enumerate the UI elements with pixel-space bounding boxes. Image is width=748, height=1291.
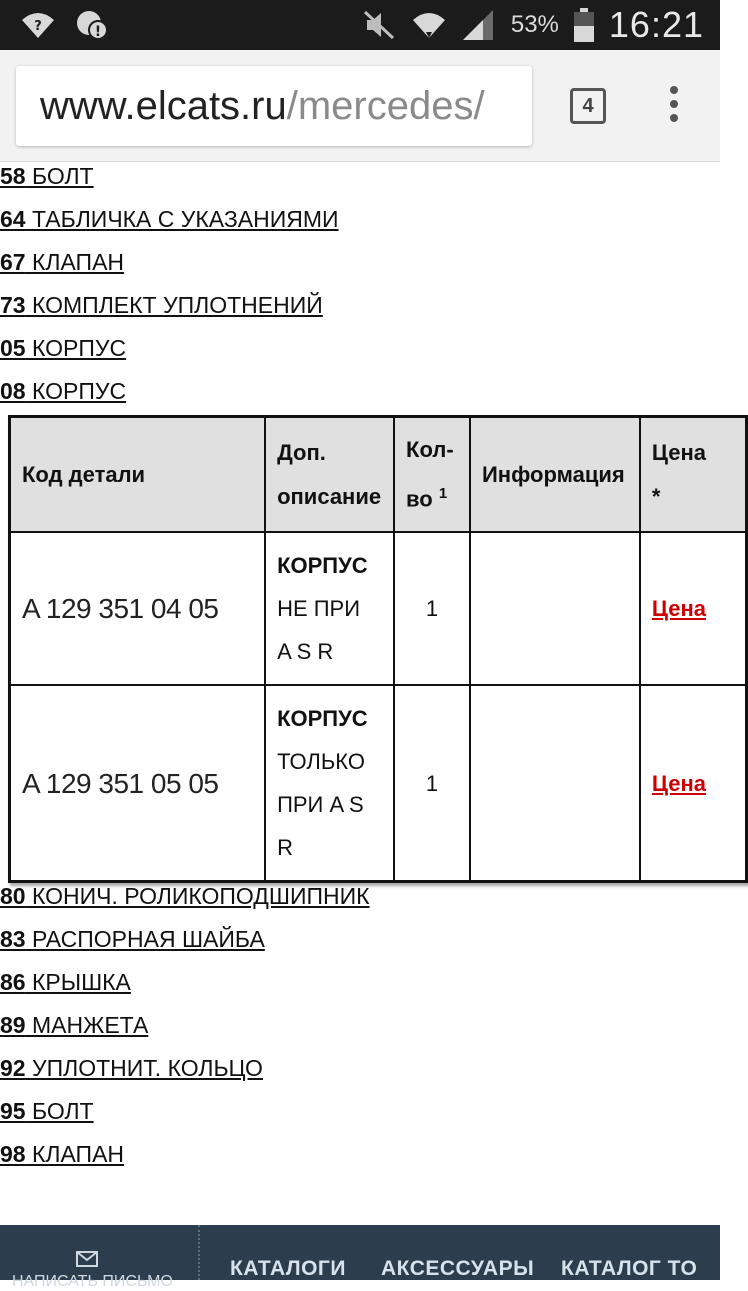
part-quantity: 1 xyxy=(394,685,470,881)
part-quantity: 1 xyxy=(394,532,470,685)
part-link[interactable]: 95 БОЛТ xyxy=(0,1098,94,1124)
url-host: www.elcats.ru xyxy=(40,84,287,128)
svg-text:!: ! xyxy=(94,24,102,40)
part-link[interactable]: 89 МАНЖЕТА xyxy=(0,1012,149,1038)
part-code: A 129 351 04 05 xyxy=(10,532,266,685)
part-link[interactable]: 58 БОЛТ xyxy=(0,163,94,189)
parts-table xyxy=(8,415,748,883)
nav-accessories[interactable]: АКСЕССУАРЫ xyxy=(381,1257,535,1280)
table-header-row xyxy=(10,417,747,533)
alert-data-icon xyxy=(74,8,110,42)
part-link[interactable]: 83 РАСПОРНАЯ ШАЙБА xyxy=(0,926,265,952)
nav-maintenance-catalog[interactable]: КАТАЛОГ ТО xyxy=(561,1257,698,1280)
overflow-menu-icon[interactable] xyxy=(660,86,688,130)
price-link[interactable]: Цена xyxy=(651,596,707,622)
part-info xyxy=(470,532,640,685)
part-link[interactable]: 86 КРЫШКА xyxy=(0,969,131,995)
tab-switcher-button[interactable]: 4 xyxy=(570,88,606,124)
table-row xyxy=(10,685,747,881)
write-letter-button[interactable] xyxy=(0,1225,200,1290)
part-link[interactable]: 92 УПЛОТНИТ. КОЛЬЦО xyxy=(0,1055,263,1081)
svg-text:?: ? xyxy=(34,19,42,34)
header-info: Информация xyxy=(470,417,640,533)
part-link[interactable]: 08 КОРПУС xyxy=(0,378,127,404)
wifi-icon xyxy=(411,8,447,42)
write-letter-label: НАПИСАТЬ ПИСЬМО xyxy=(12,1273,173,1290)
url-bar[interactable] xyxy=(16,66,532,146)
status-bar xyxy=(0,0,720,50)
part-link[interactable]: 64 ТАБЛИЧКА С УКАЗАНИЯМИ xyxy=(0,206,339,232)
browser-toolbar xyxy=(0,50,720,162)
wifi-question-icon xyxy=(20,8,56,42)
part-link[interactable]: 73 КОМПЛЕКТ УПЛОТНЕНИЙ xyxy=(0,292,323,318)
battery-percent: 53% xyxy=(510,11,559,38)
part-info xyxy=(470,685,640,881)
price-cell xyxy=(640,685,747,881)
bottom-nav xyxy=(0,1225,720,1290)
signal-icon xyxy=(461,8,497,42)
header-price: Цена * xyxy=(640,417,747,533)
table-row xyxy=(10,532,747,685)
header-code: Код детали xyxy=(10,417,266,533)
nav-catalogs[interactable]: КАТАЛОГИ xyxy=(230,1257,346,1280)
price-link[interactable]: Цена xyxy=(651,770,707,796)
part-link[interactable]: 05 КОРПУС xyxy=(0,335,127,361)
part-description: КОРПУС ТОЛЬКО ПРИ A S R xyxy=(265,685,394,881)
part-link[interactable]: 98 КЛАПАН xyxy=(0,1141,125,1167)
header-quantity: Кол- во $^1$ xyxy=(394,417,470,533)
part-link[interactable]: 80 КОНИЧ. РОЛИКОПОДШИПНИК xyxy=(0,883,370,909)
clock: 16:21 xyxy=(608,4,704,45)
part-link[interactable]: 67 КЛАПАН xyxy=(0,249,125,275)
battery-icon xyxy=(573,8,595,42)
envelope-icon xyxy=(76,1251,98,1267)
part-description: КОРПУС НЕ ПРИ A S R xyxy=(265,532,394,685)
header-description: Доп. описание xyxy=(265,417,394,533)
url-path: /mercedes/ xyxy=(286,84,485,128)
price-cell xyxy=(640,532,747,685)
part-code: A 129 351 05 05 xyxy=(10,685,266,881)
mute-icon xyxy=(361,8,397,42)
